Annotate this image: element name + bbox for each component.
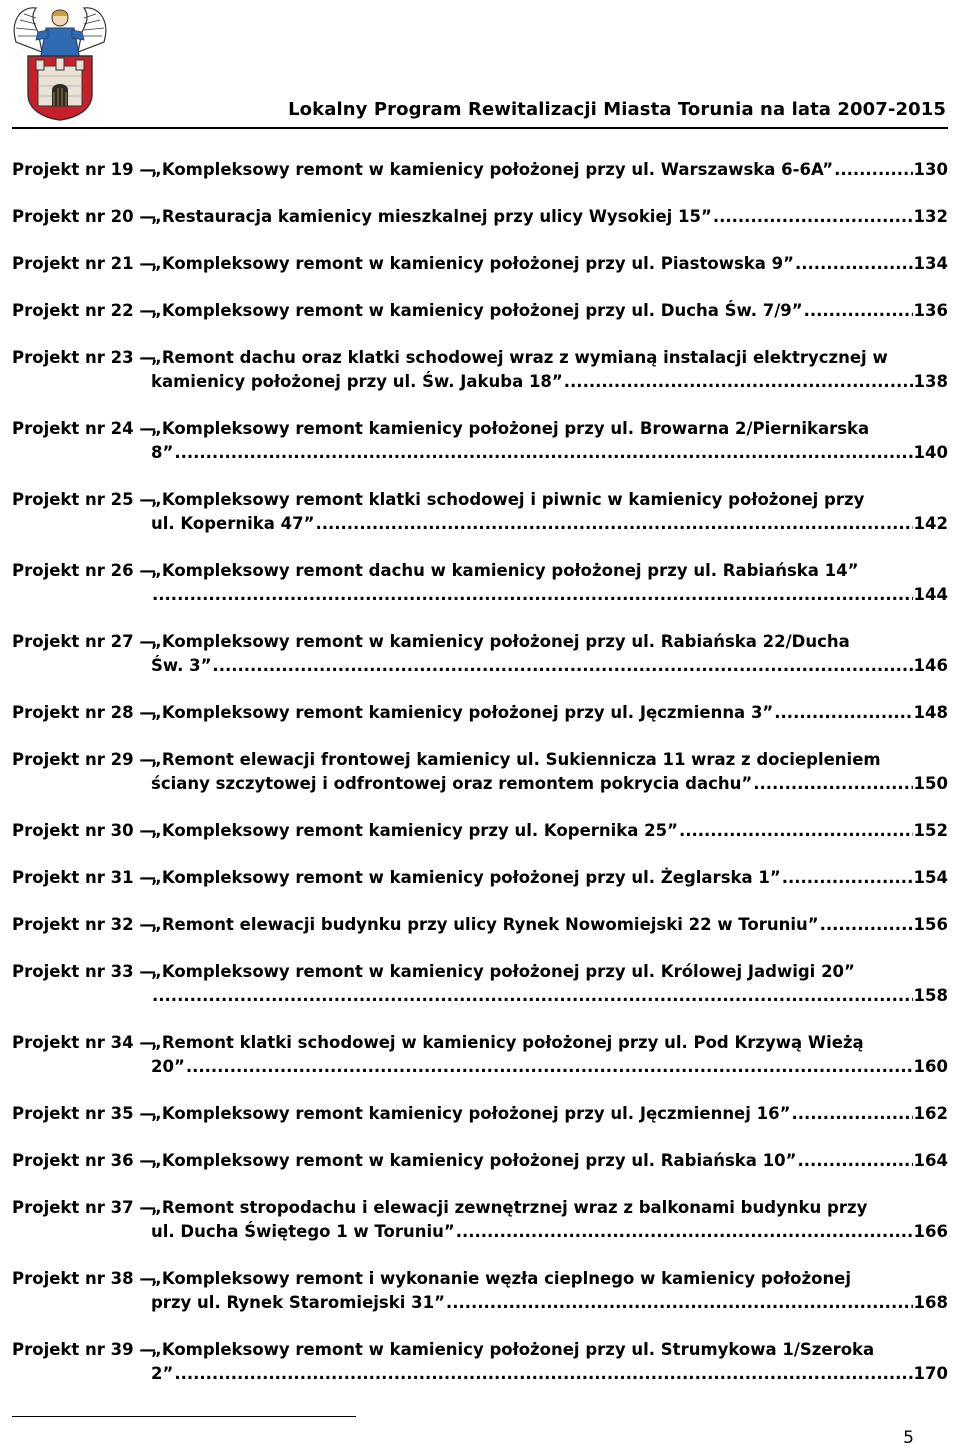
- toc-entry[interactable]: [12, 417, 948, 465]
- header-divider: [12, 127, 948, 129]
- toc-entry-title: „Kompleksowy remont w kamienicy położonej przy ul. Piastowska 9”: [151, 254, 794, 273]
- toc-entry-title: „Kompleksowy remont w kamienicy położonej przy ul. Strumykowa 1/Szeroka: [151, 1340, 875, 1359]
- toc-entry-title: 8”: [151, 443, 174, 462]
- toc-entry-page: 162: [913, 1104, 948, 1123]
- dot-leader: [186, 1055, 913, 1079]
- toc-entry-page: 154: [913, 868, 948, 887]
- toc-entry-line: [151, 417, 948, 441]
- dot-leader: [564, 370, 913, 394]
- toc-entry-page: 140: [913, 443, 948, 462]
- toc-entry-label: Projekt nr 26 —: [12, 561, 156, 580]
- dot-leader: [315, 512, 912, 536]
- dot-leader: [456, 1220, 913, 1244]
- toc-entry-title: Św. 3”: [151, 656, 212, 675]
- toc-entry-label: Projekt nr 32 —: [12, 915, 156, 934]
- toc-entry-page: 166: [913, 1222, 948, 1241]
- toc-entry[interactable]: [12, 1102, 948, 1126]
- toc-entry-page: 146: [913, 656, 948, 675]
- toc-entry-label: Projekt nr 36 —: [12, 1151, 156, 1170]
- page-header: [0, 0, 960, 140]
- toc-entry[interactable]: [12, 488, 948, 536]
- toc-entry-page: 170: [913, 1364, 948, 1383]
- toc-entry-label: Projekt nr 24 —: [12, 419, 156, 438]
- toc-entry-line: [151, 1338, 948, 1362]
- page-number: 5: [903, 1428, 914, 1448]
- toc-entry-label: Projekt nr 19 —: [12, 160, 156, 179]
- toc-entry-page: 150: [913, 774, 948, 793]
- toc-entry-label: Projekt nr 25 —: [12, 490, 156, 509]
- dot-leader: [212, 654, 912, 678]
- toc-entry-label: Projekt nr 28 —: [12, 703, 156, 722]
- toc-entry-line: [151, 654, 948, 678]
- toc-entry-line: [151, 913, 948, 937]
- toc-entry-title: „Kompleksowy remont dachu w kamienicy położonej przy ul. Rabiańska 14”: [151, 561, 859, 580]
- toc-entry-title: „Kompleksowy remont kamienicy położonej przy ul. Jęczmiennej 16”: [151, 1104, 791, 1123]
- toc-entry-title: „Kompleksowy remont w kamienicy położonej przy ul. Królowej Jadwigi 20”: [151, 962, 855, 981]
- toc-entry-line: [151, 205, 948, 229]
- toc-entry-title: kamienicy położonej przy ul. Św. Jakuba 18”: [151, 372, 563, 391]
- toc-entry-line: [151, 772, 948, 796]
- toc-entry-line: [151, 346, 948, 370]
- toc-entry[interactable]: [12, 1196, 948, 1244]
- toc-entry-title: „Remont stropodachu i elewacji zewnętrznej wraz z balkonami budynku przy: [151, 1198, 868, 1217]
- toc-entry-title: „Kompleksowy remont w kamienicy położonej przy ul. Ducha Św. 7/9”: [151, 301, 803, 320]
- dot-leader: [152, 583, 913, 607]
- toc-entry-page: 160: [913, 1057, 948, 1076]
- toc-entry-page: 132: [913, 207, 948, 226]
- document-title: Lokalny Program Rewitalizacji Miasta Torunia na lata 2007-2015: [288, 99, 946, 120]
- toc-entry-title: „Kompleksowy remont w kamienicy położonej przy ul. Rabiańska 10”: [151, 1151, 797, 1170]
- dot-leader: [791, 1102, 912, 1126]
- toc-entry-line: [151, 370, 948, 394]
- toc-entry-page: 136: [913, 301, 948, 320]
- toc-entry-line: [151, 1102, 948, 1126]
- dot-leader: [152, 984, 913, 1008]
- toc-entry-page: 152: [913, 821, 948, 840]
- toc-entry[interactable]: [12, 913, 948, 937]
- toc-entry-title: ściany szczytowej i odfrontowej oraz remontem pokrycia dachu”: [151, 774, 753, 793]
- dot-leader: [753, 772, 912, 796]
- toc-entry-title: „Kompleksowy remont klatki schodowej i piwnic w kamienicy położonej przy: [151, 490, 865, 509]
- toc-entry[interactable]: [12, 346, 948, 394]
- dot-leader: [713, 205, 913, 229]
- toc-entry-line: [151, 1055, 948, 1079]
- toc-entry-line: [151, 1267, 948, 1291]
- toc-entry[interactable]: [12, 748, 948, 796]
- toc-entry[interactable]: [12, 1338, 948, 1386]
- toc-entry-title: „Kompleksowy remont kamienicy położonej przy ul. Browarna 2/Piernikarska: [151, 419, 870, 438]
- toc-entry-line: [151, 960, 948, 984]
- toc-entry-label: Projekt nr 29 —: [12, 750, 156, 769]
- toc-entry-line: [151, 583, 948, 607]
- toc-entry-title: „Kompleksowy remont kamienicy położonej przy ul. Jęczmienna 3”: [151, 703, 774, 722]
- dot-leader: [820, 913, 913, 937]
- toc-entry-line: [151, 701, 948, 725]
- toc-entry-title: „Kompleksowy remont w kamienicy położonej przy ul. Żeglarska 1”: [151, 868, 781, 887]
- toc-entry-line: [151, 866, 948, 890]
- toc-entry-title: „Restauracja kamienicy mieszkalnej przy ulicy Wysokiej 15”: [151, 207, 712, 226]
- toc-entry-line: [151, 1031, 948, 1055]
- toc-entry-title: „Remont dachu oraz klatki schodowej wraz z wymianą instalacji elektrycznej w: [151, 348, 888, 367]
- toc-entry-page: 134: [913, 254, 948, 273]
- dot-leader: [446, 1291, 913, 1315]
- toc-entry-line: [151, 1196, 948, 1220]
- toc-entry[interactable]: [12, 1149, 948, 1173]
- toc-entry[interactable]: [12, 960, 948, 1008]
- toc-entry-label: Projekt nr 34 —: [12, 1033, 156, 1052]
- dot-leader: [774, 701, 912, 725]
- toc-entry-label: Projekt nr 27 —: [12, 632, 156, 651]
- toc-entry-line: [151, 1291, 948, 1315]
- dot-leader: [797, 1149, 912, 1173]
- toc-entry-label: Projekt nr 21 —: [12, 254, 156, 273]
- toc-entry-title: „Remont elewacji budynku przy ulicy Rynek Nowomiejski 22 w Toruniu”: [151, 915, 819, 934]
- dot-leader: [834, 158, 912, 182]
- toc-entry[interactable]: [12, 559, 948, 607]
- toc-entry-page: 130: [913, 160, 948, 179]
- toc-entry-line: [151, 158, 948, 182]
- toc-entry-title: „Remont elewacji frontowej kamienicy ul. Sukiennicza 11 wraz z dociepleniem: [151, 750, 881, 769]
- toc-entry-line: [151, 559, 948, 583]
- toc-entry-line: [151, 252, 948, 276]
- toc-entry-page: 144: [913, 585, 948, 604]
- toc-entry-label: Projekt nr 39 —: [12, 1340, 156, 1359]
- toc-entry[interactable]: [12, 299, 948, 323]
- toc-entry[interactable]: [12, 701, 948, 725]
- toc-entry-label: Projekt nr 23 —: [12, 348, 156, 367]
- toc-entry-title: „Kompleksowy remont kamienicy przy ul. Kopernika 25”: [151, 821, 678, 840]
- toc-entry-title: „Kompleksowy remont w kamienicy położonej przy ul. Warszawska 6-6A”: [151, 160, 834, 179]
- toc-entry-title: „Kompleksowy remont i wykonanie węzła cieplnego w kamienicy położonej: [151, 1269, 852, 1288]
- toc-entry-line: [151, 299, 948, 323]
- toc-entry-label: Projekt nr 22 —: [12, 301, 156, 320]
- toc-entry-page: 164: [913, 1151, 948, 1170]
- toc-entry-title: 2”: [151, 1364, 174, 1383]
- toc-entry-title: przy ul. Rynek Staromiejski 31”: [151, 1293, 445, 1312]
- toc-entry-label: Projekt nr 33 —: [12, 962, 156, 981]
- toc-entry-label: Projekt nr 31 —: [12, 868, 156, 887]
- toc-entry-title: „Kompleksowy remont w kamienicy położonej przy ul. Rabiańska 22/Ducha: [151, 632, 850, 651]
- table-of-contents: [12, 158, 948, 1409]
- dot-leader: [174, 441, 912, 465]
- toc-entry-line: [151, 819, 948, 843]
- toc-entry-title: „Remont klatki schodowej w kamienicy położonej przy ul. Pod Krzywą Wieżą: [151, 1033, 864, 1052]
- toc-entry-line: [151, 984, 948, 1008]
- toc-entry-line: [151, 1220, 948, 1244]
- torun-coat-of-arms-icon: [8, 2, 112, 122]
- toc-entry-line: [151, 512, 948, 536]
- toc-entry[interactable]: [12, 866, 948, 890]
- toc-entry[interactable]: [12, 158, 948, 182]
- toc-entry-line: [151, 488, 948, 512]
- toc-entry[interactable]: [12, 252, 948, 276]
- toc-entry-line: [151, 1362, 948, 1386]
- toc-entry-page: 138: [913, 372, 948, 391]
- dot-leader: [782, 866, 913, 890]
- toc-entry[interactable]: [12, 1031, 948, 1079]
- toc-entry-line: [151, 630, 948, 654]
- dot-leader: [804, 299, 913, 323]
- toc-entry-title: ul. Kopernika 47”: [151, 514, 315, 533]
- toc-entry-label: Projekt nr 38 —: [12, 1269, 156, 1288]
- toc-entry-page: 156: [913, 915, 948, 934]
- footer-divider: [12, 1416, 356, 1417]
- toc-entry-title: 20”: [151, 1057, 185, 1076]
- toc-entry-page: 142: [913, 514, 948, 533]
- dot-leader: [795, 252, 913, 276]
- toc-entry[interactable]: [12, 205, 948, 229]
- toc-entry[interactable]: [12, 1267, 948, 1315]
- dot-leader: [174, 1362, 912, 1386]
- toc-entry-title: ul. Ducha Świętego 1 w Toruniu”: [151, 1222, 455, 1241]
- toc-entry-label: Projekt nr 20 —: [12, 207, 156, 226]
- toc-entry-label: Projekt nr 35 —: [12, 1104, 156, 1123]
- toc-entry-label: Projekt nr 30 —: [12, 821, 156, 840]
- toc-entry-page: 168: [913, 1293, 948, 1312]
- toc-entry-page: 158: [913, 986, 948, 1005]
- toc-entry[interactable]: [12, 630, 948, 678]
- toc-entry-line: [151, 748, 948, 772]
- toc-entry-label: Projekt nr 37 —: [12, 1198, 156, 1217]
- toc-entry[interactable]: [12, 819, 948, 843]
- toc-entry-line: [151, 1149, 948, 1173]
- dot-leader: [679, 819, 913, 843]
- toc-entry-page: 148: [913, 703, 948, 722]
- toc-entry-line: [151, 441, 948, 465]
